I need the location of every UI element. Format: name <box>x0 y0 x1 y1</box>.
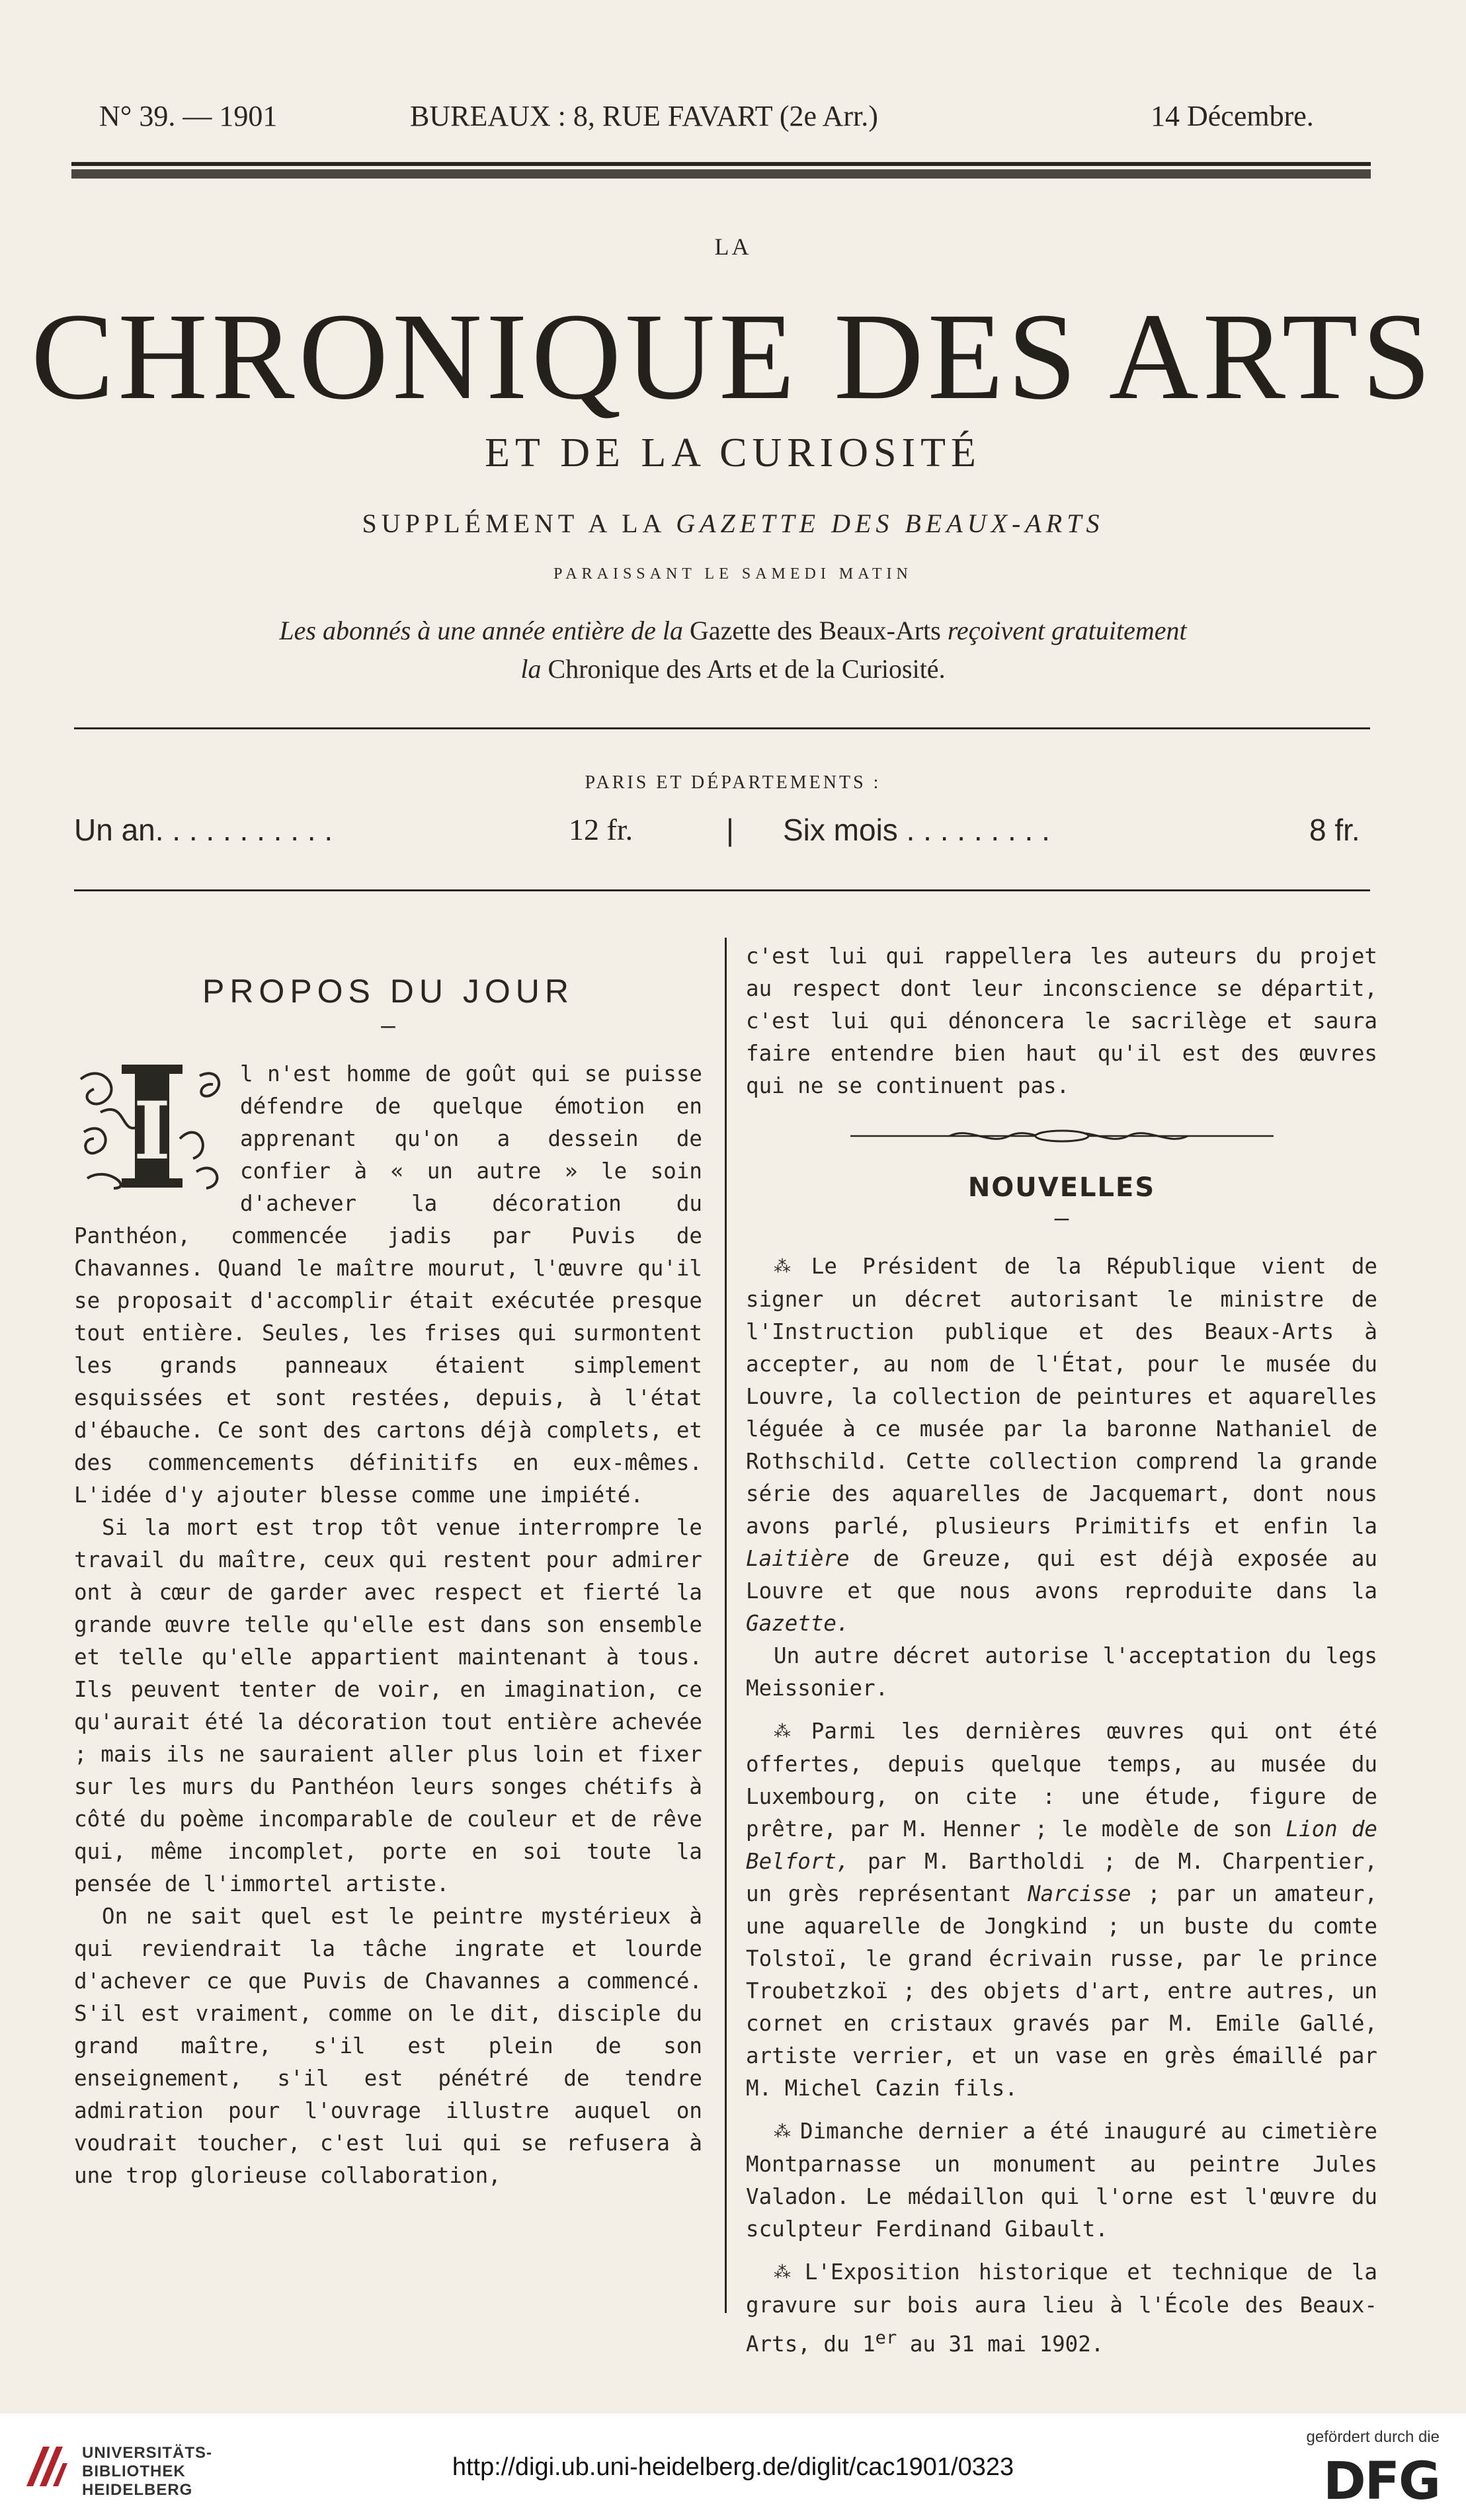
digitization-footer <box>0 2414 1466 2520</box>
propos-continuation: c'est lui qui rappellera les auteurs du projet au respect dont leur inconscience se départit, c'est lui qui dénoncera le sacrilège et saura faire entendre bien haut qu'il est des œuvres qui ne se continuent pas. <box>746 944 1377 1098</box>
price-six-label: Six mois . . . . . . . . . <box>783 813 1050 847</box>
right-column <box>746 940 1377 2361</box>
subscription-heading: PARIS ET DÉPARTEMENTS : <box>585 772 881 793</box>
abonnes-2a: la <box>520 654 542 684</box>
abonnes-1b: Gazette des Beaux-Arts <box>683 616 948 645</box>
masthead-subtitle: ET DE LA CURIOSITÉ <box>485 430 981 475</box>
propos-title: PROPOS DU JOUR <box>202 973 575 1010</box>
price-year-label: Un an. . . . . . . . . . . <box>74 813 333 847</box>
price-separator: | <box>726 813 734 847</box>
news-item-4: ⁂ L'Exposition historique et technique de la gravure sur bois aura lieu à l'École des Beaux-Arts, du 1er au 31 mai 1902. <box>746 2259 1377 2357</box>
propos-paragraph-3: On ne sait quel est le peintre mystérieux à qui reviendrait la tâche ingrate et lourde d'achever ce que Puvis de Chavannes a commencé. S'il est vraiment, comme on le dit, disciple du grand maître, s'il est plein de son enseignement, s'il est pénétré de tendre admiration pour l'ouvrage illustre auquel on voudrait toucher, c'est lui qui se refusera à une trop glorieuse collaboration, <box>74 1904 702 2188</box>
svg-text:I: I <box>133 1084 171 1178</box>
issue-date: 14 Décembre. <box>1151 100 1314 132</box>
dfg-logo: DFG <box>1323 2452 1440 2511</box>
issue-number: N° 39. — 1901 <box>99 100 278 132</box>
news-item-1: ⁂ Le Président de la République vient de signer un décret autorisant le ministre de l'Instruction publique et des Beaux-Arts à accepter, au nom de l'État, pour le musée du Louvre, la collection de peintures et aquarelles léguée à ce musée par la baronne Nathaniel de Rothschild. Cette collection comprend la grande série des aquarelles de Jacquemart, dont nous avons parlé, plusieurs Primitifs et enfin la Laitière de Greuze, qui est déjà exposée au Louvre et que nous avons reproduite dans la Gazette. <box>746 1254 1377 1636</box>
abonnes-2b: Chronique des Arts et de la Curiosité. <box>541 654 946 684</box>
header-rule-top <box>71 162 1371 166</box>
asterism-icon: ⁂ <box>774 2122 792 2142</box>
price-year-value: 12 fr. <box>569 813 633 846</box>
section-ornament-icon <box>850 1126 1274 1146</box>
supplement-prefix: SUPPLÉMENT A LA <box>362 508 676 538</box>
asterism-icon: ⁂ <box>774 2263 795 2283</box>
dropcap-ornament-icon <box>74 1059 229 1192</box>
propos-paragraph-1: l n'est homme de goût qui se puisse défendre de quelque émotion en apprenant qu'on a dessein de confier à « un autre » le soin d'achever la décoration du Panthéon, commencée jadis par Puvis de Chavannes. Quand le maître mourut, l'œuvre qu'il se proposait d'accomplir était exécutée presque tout entière. Seules, les frises qui surmontent les grands panneaux étaient simplement esquissées et sont restées, depuis, à l'état d'ébauche. Ce sont des cartons déjà complets, et des commencements définitifs en eux-mêmes. L'idée d'y ajouter blesse comme une impiété. <box>74 1061 702 1508</box>
abonnes-1a: Les abonnés à une année entière de la <box>279 616 683 645</box>
abonnes-1c: reçoivent gratuitement <box>947 616 1187 645</box>
propos-paragraph-2: Si la mort est trop tôt venue interrompre le travail du maître, ceux qui restent pour admirer ont à cœur de garder avec respect et fierté la grande œuvre telle qu'elle est dans son ensemble et telle qu'elle appartient maintenant à tous. Ils peuvent tenter de voir, en imagination, ce qu'aurait été la décoration tout entière achevée ; mais ils ne sauraient aller plus loin et fixer sur les murs du Panthéon leurs songes chétifs à côté du poème incomparable de couleur et de rêve qui, même incomplet, porte en soi toute la pensée de l'immortel artiste. <box>74 1515 702 1896</box>
abonnes-notice <box>0 612 1466 688</box>
header-rule-thick <box>71 169 1371 179</box>
price-six-value: 8 fr. <box>1309 813 1360 847</box>
price-rule <box>74 889 1370 891</box>
propos-body <box>74 1058 702 1512</box>
asterism-icon: ⁂ <box>774 1257 802 1277</box>
left-column <box>74 946 702 2192</box>
masthead-title: CHRONIQUE DES ARTS <box>30 287 1436 425</box>
masthead-rule <box>74 727 1370 729</box>
supplement-gazette: GAZETTE DES BEAUX-ARTS <box>676 508 1104 538</box>
bureaux-address: BUREAUX : 8, RUE FAVART (2e Arr.) <box>410 100 878 132</box>
news-item-1-continued: Un autre décret autorise l'acceptation du legs Meissonier. <box>746 1643 1377 1701</box>
nouvelles-dash: — <box>1054 1205 1069 1232</box>
source-url[interactable]: http://digi.ub.uni-heidelberg.de/diglit/cac1901/0323 <box>452 2453 1014 2481</box>
masthead-article: LA <box>714 233 752 260</box>
dfg-caption: gefördert durch die <box>1306 2428 1440 2446</box>
asterism-icon: ⁂ <box>774 1722 802 1742</box>
news-item-3: ⁂ Dimanche dernier a été inauguré au cimetière Montparnasse un monument au peintre Jules Valadon. Le médaillon qui l'orne est l'œuvre du sculpteur Ferdinand Gibault. <box>746 2119 1378 2242</box>
column-divider <box>725 938 727 2313</box>
supplement-line <box>0 508 1466 539</box>
library-name: UNIVERSITÄTS- BIBLIOTHEK HEIDELBERG <box>82 2444 213 2499</box>
propos-dash: — <box>381 1012 395 1039</box>
nouvelles-title: NOUVELLES <box>967 1172 1156 1203</box>
paraissant-line: PARAISSANT LE SAMEDI MATIN <box>553 565 913 583</box>
news-item-2: ⁂ Parmi les dernières œuvres qui ont été offertes, depuis quelque temps, au musée du Luxembourg, on cite : une étude, figure de prêtre, par M. Henner ; le modèle de son Lion de Belfort, par M. Bartholdi ; de M. Charpentier, un grès représentant Narcisse ; par un amateur, une aquarelle de Jongkind ; un buste du comte Tolstoï, le grand écrivain russe, par le prince Troubetzkoï ; des objets d'art, entre autres, un cornet en cristaux gravés par M. Emile Gallé, artiste verrier, et un vase en grès émaillé par M. Michel Cazin fils. <box>746 1719 1378 2101</box>
